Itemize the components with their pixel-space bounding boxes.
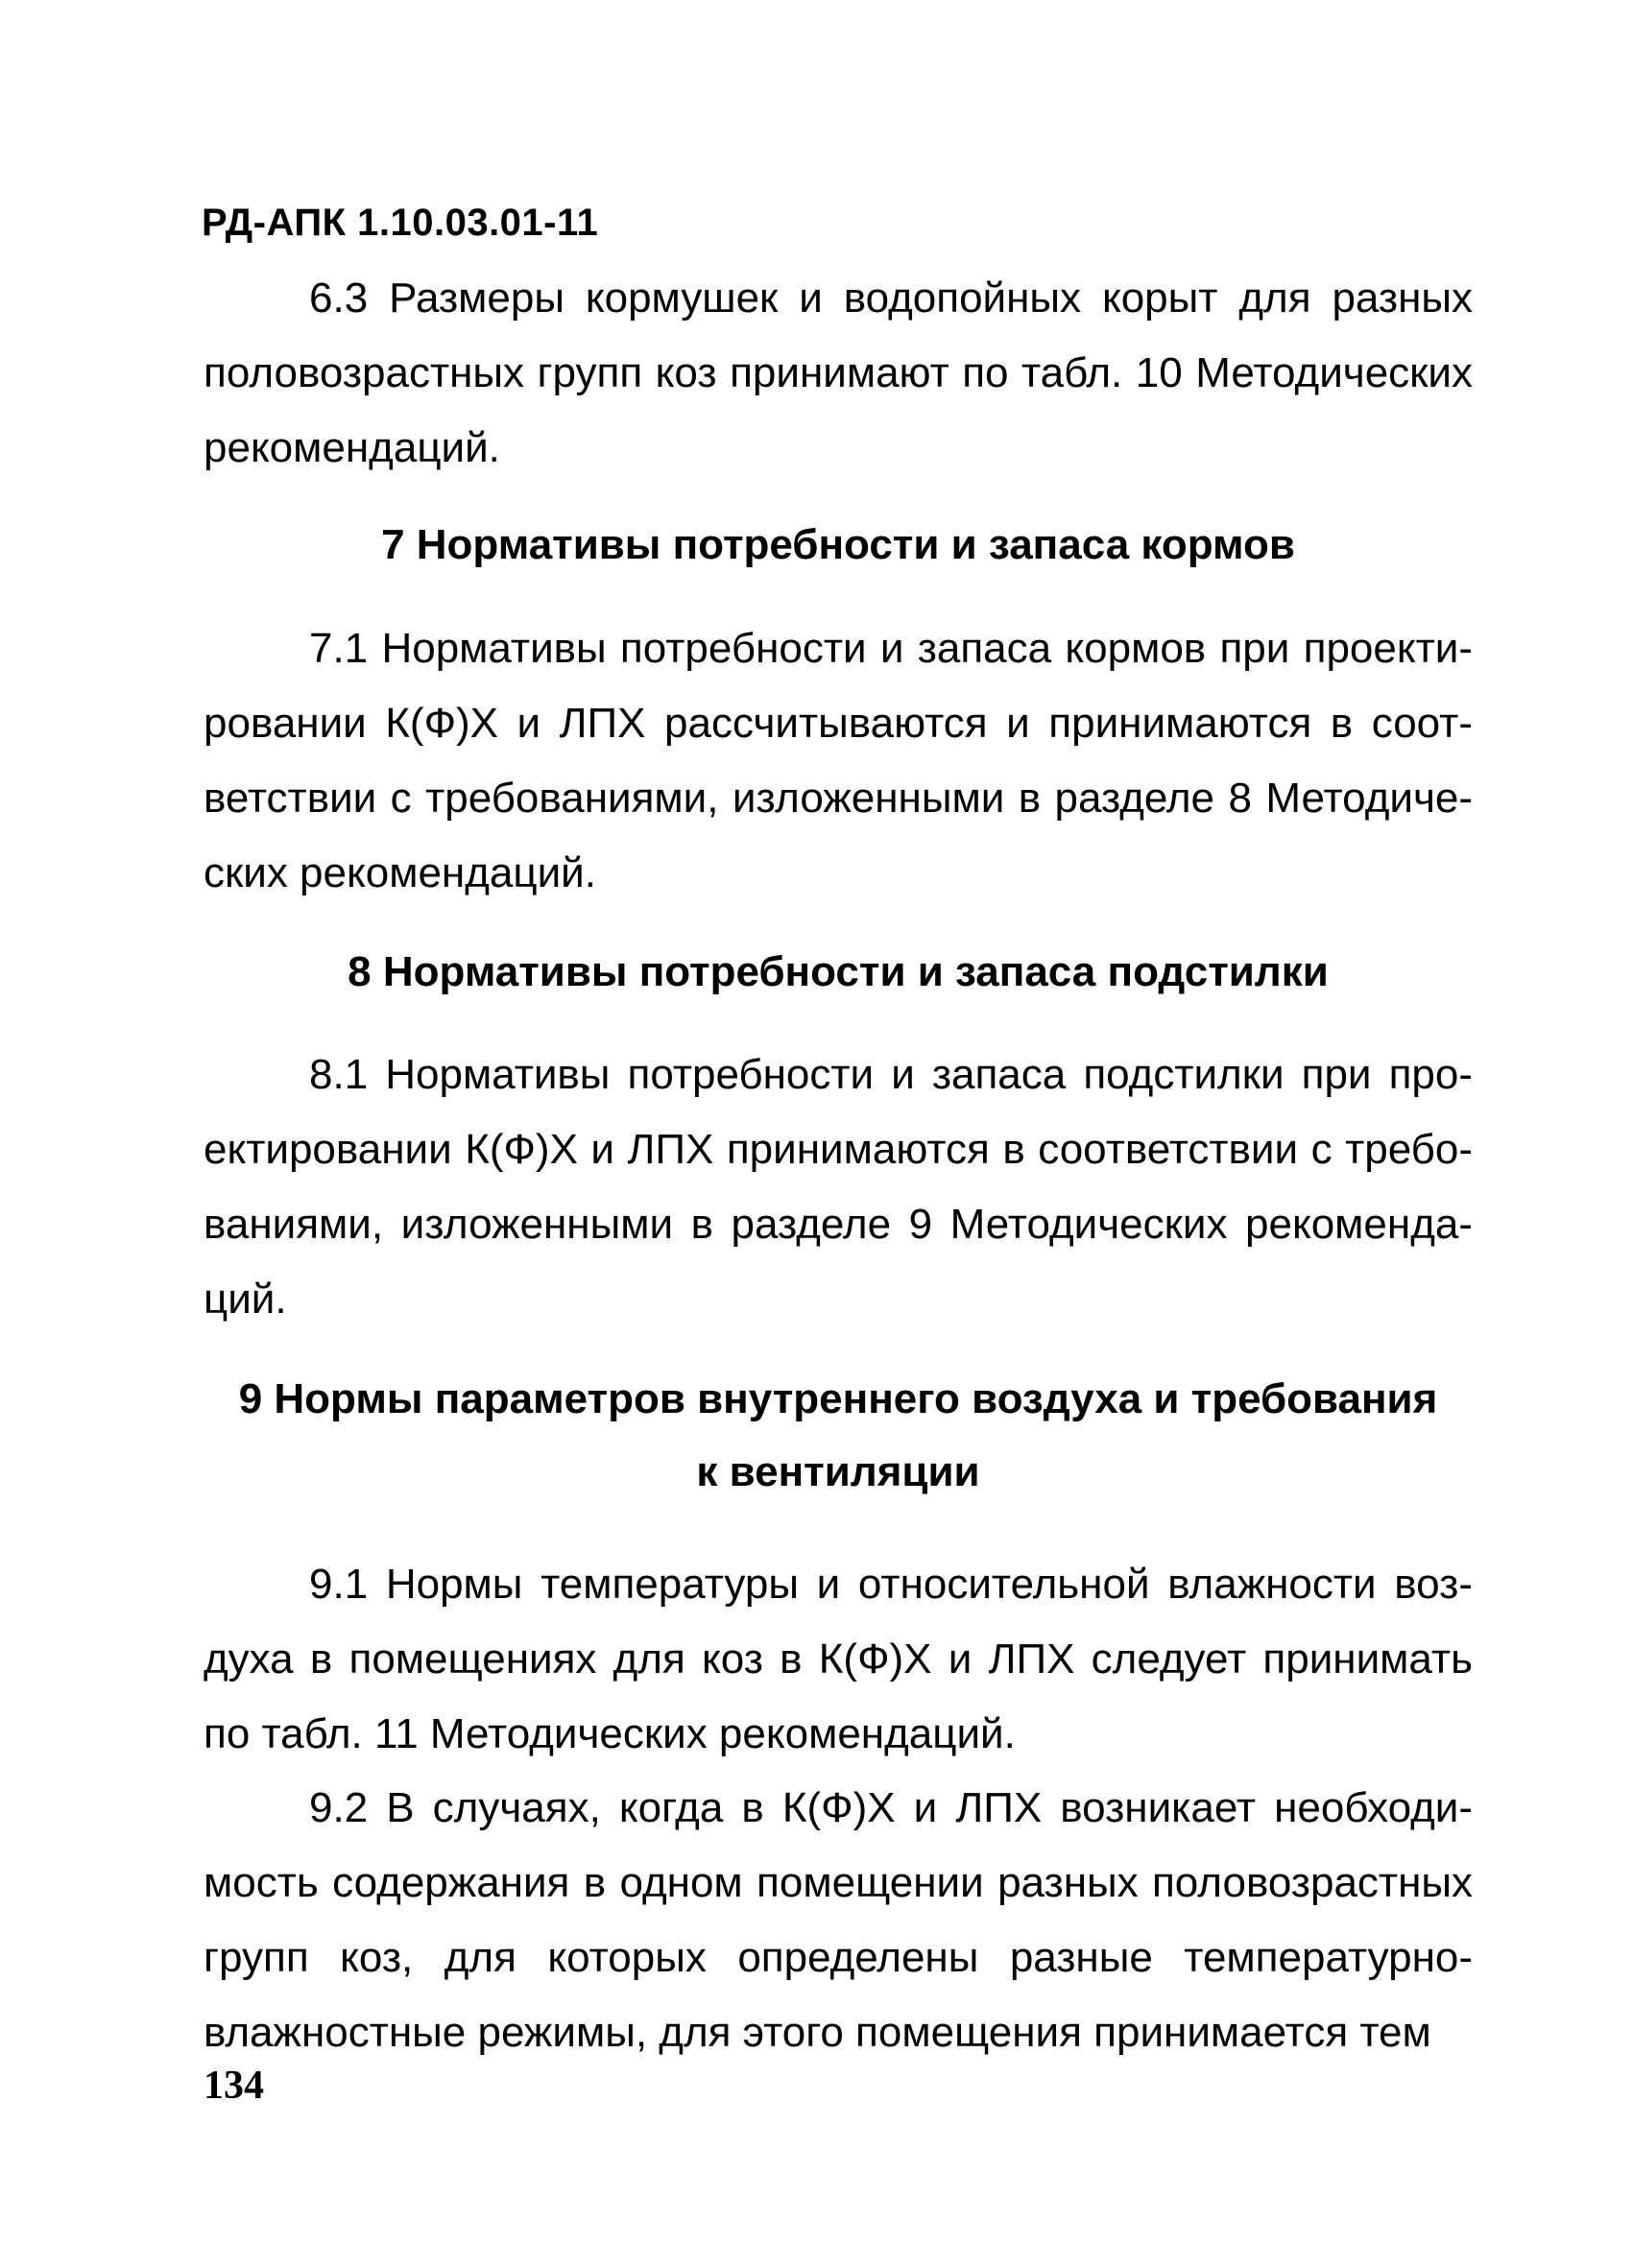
section-heading-8: 8 Нормативы потребности и запаса подстилки (348, 948, 1329, 995)
paragraph-9-1: 9.1 Нормы температуры и относительной влажности воздуха в помещениях для коз в К(Ф)Х и ЛПХ следует принимать по табл. 11 Методических рекомендаций. (204, 1561, 1473, 1757)
paragraph-6-3: 6.3 Размеры кормушек и водопойных корыт для разных половозрастных групп коз принимают по табл. 10 Методических рекомендаций. (204, 275, 1473, 471)
section-heading-9-line-2: к вентиляции (696, 1448, 980, 1495)
page-number: 134 (204, 2064, 264, 2108)
paragraph-9-2: 9.2 В случаях, когда в К(Ф)Х и ЛПХ возникает необходимость содержания в одном помещении разных половозрастных групп коз, для которых определены разные температурно-влажностные режимы, для этого помещения принимается тем (204, 1784, 1473, 2056)
paragraph-7-1: 7.1 Нормативы потребности и запаса кормов при проектировании К(Ф)Х и ЛПХ рассчитываются и принимаются в соответствии с требованиями, изложенными в разделе 8 Методических рекомендаций. (204, 625, 1473, 896)
section-heading-7: 7 Нормативы потребности и запаса кормов (381, 521, 1295, 568)
paragraph-8-1: 8.1 Нормативы потребности и запаса подстилки при проектировании К(Ф)Х и ЛПХ принимаются в соответствии с требованиями, изложенными в разделе 9 Методических рекомендаций. (204, 1051, 1473, 1323)
section-heading-9-line-1: 9 Нормы параметров внутреннего воздуха и требования (238, 1375, 1438, 1422)
document-code: РД-АПК 1.10.03.01-11 (202, 202, 599, 244)
section-heading-9 (204, 1363, 1473, 1509)
